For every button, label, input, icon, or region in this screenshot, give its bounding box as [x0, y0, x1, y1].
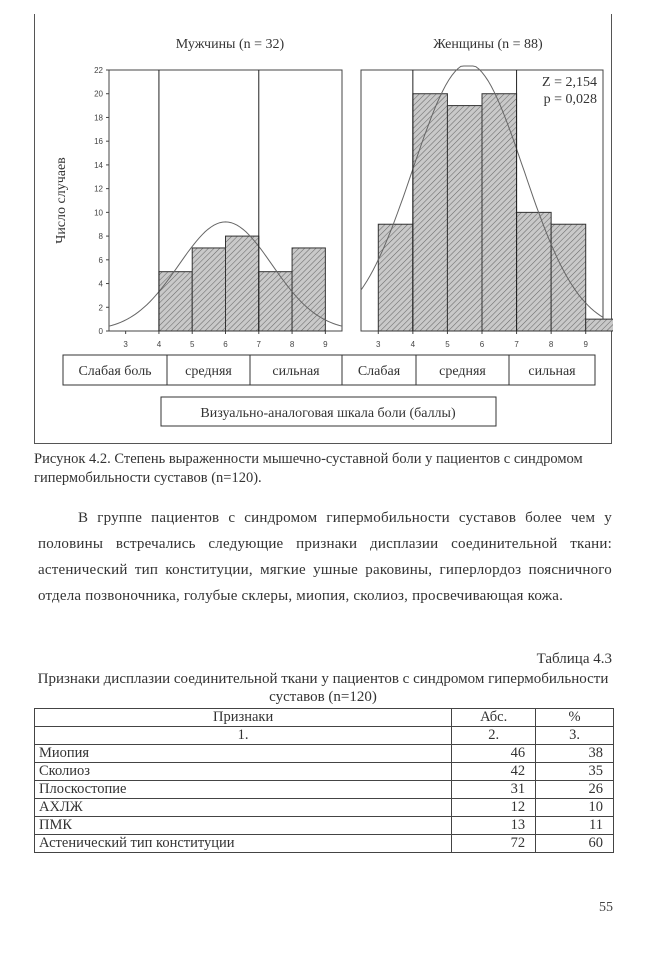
- page-number: 55: [599, 900, 613, 915]
- x-tick-label: 7: [514, 340, 519, 349]
- table-cell: 12: [452, 799, 536, 817]
- y-tick-label: 10: [94, 208, 103, 218]
- table-cell: 35: [536, 763, 614, 781]
- index-cell: 3.: [536, 727, 614, 745]
- table-cell: Миопия: [35, 745, 452, 763]
- x-tick-label: 6: [479, 340, 485, 349]
- table-cell: 46: [452, 745, 536, 763]
- table-cell: АХЛЖ: [35, 799, 452, 817]
- table-cell: 13: [452, 817, 536, 835]
- y-tick-label: 0: [98, 327, 103, 336]
- x-tick-label: 9: [323, 340, 328, 349]
- y-tick-label: 18: [94, 113, 103, 123]
- stat-annotation: Z = 2,154: [542, 75, 597, 90]
- scale-label: сильная: [272, 364, 320, 379]
- x-tick-label: 8: [289, 340, 295, 349]
- table-cell: 10: [536, 799, 614, 817]
- x-tick-label: 4: [156, 340, 162, 349]
- scale-label: Слабая: [357, 364, 401, 379]
- scale-label: средняя: [185, 364, 232, 379]
- header-cell: %: [536, 709, 614, 727]
- scale-label: средняя: [439, 364, 486, 379]
- table-row: [35, 745, 614, 763]
- histogram-bar: [413, 94, 448, 331]
- table-row: [35, 817, 614, 835]
- header-cell: Абс.: [452, 709, 536, 727]
- table-title: Признаки дисплазии соединительной ткани у пациентов с синдромом гипермобильности суставов (n=120): [37, 671, 609, 705]
- y-tick-label: 4: [98, 279, 103, 289]
- table-index-row: [35, 727, 614, 745]
- y-tick-label: 8: [98, 232, 103, 242]
- histogram-bar: [159, 272, 192, 331]
- table-cell: Астенический тип конституции: [35, 835, 452, 853]
- y-tick-label: 20: [94, 89, 103, 99]
- y-tick-label: 22: [94, 66, 103, 75]
- table-cell: 72: [452, 835, 536, 853]
- y-tick-label: 12: [94, 184, 103, 194]
- x-tick-label: 3: [123, 340, 128, 349]
- scale-title: Визуально-аналоговая шкала боли (баллы): [200, 406, 456, 421]
- y-tick-label: 16: [94, 137, 103, 147]
- histogram-bar: [259, 272, 292, 331]
- table-cell: Плоскостопие: [35, 781, 452, 799]
- figure-frame: [34, 14, 612, 444]
- x-tick-label: 4: [410, 340, 416, 349]
- x-tick-label: 6: [223, 340, 228, 349]
- table-cell: 42: [452, 763, 536, 781]
- table-row: [35, 799, 614, 817]
- y-tick-label: 6: [98, 255, 103, 265]
- histogram-bar: [378, 224, 413, 331]
- table-row: [35, 781, 614, 799]
- y-tick-label: 2: [98, 303, 103, 313]
- table-cell: 31: [452, 781, 536, 799]
- body-paragraph: В группе пациентов с синдромом гипермобильности суставов более чем у половины встречались следующие признаки дисплазии соединительной ткани: астенический тип конституции, мягкие ушные раковины, гиперлордоз поясничного отдела позвоночника, голубые склеры, миопия, сколиоз, просвечивающая кожа.: [38, 510, 612, 604]
- index-cell: 1.: [35, 727, 452, 745]
- table-cell: 38: [536, 745, 614, 763]
- x-tick-label: 9: [583, 340, 588, 349]
- histogram-bar: [447, 106, 482, 331]
- index-cell: 2.: [452, 727, 536, 745]
- x-tick-label: 3: [376, 340, 381, 349]
- stat-annotation: p = 0,028: [543, 92, 597, 107]
- table-row: [35, 835, 614, 853]
- y-tick-label: 14: [94, 160, 103, 170]
- figure-4-2: [35, 14, 613, 444]
- table-cell: 11: [536, 817, 614, 835]
- table-cell: ПМК: [35, 817, 452, 835]
- histogram-bar: [517, 212, 552, 331]
- x-tick-label: 7: [256, 340, 262, 349]
- histogram-bar: [192, 248, 225, 331]
- figure-caption: Рисунок 4.2. Степень выраженности мышечно-суставной боли у пациентов с синдромом гипермобильности суставов (n=120).: [34, 451, 583, 486]
- x-tick-label: 8: [548, 340, 554, 349]
- table-cell: 60: [536, 835, 614, 853]
- dysplasia-table: [34, 708, 614, 853]
- table-header-row: [35, 709, 614, 727]
- scale-label: сильная: [528, 364, 576, 379]
- scale-label: Слабая боль: [78, 364, 152, 379]
- header-cell: Признаки: [35, 709, 452, 727]
- histogram-bar: [226, 236, 259, 331]
- histogram-bar: [586, 319, 613, 331]
- table-number: Таблица 4.3: [536, 651, 612, 667]
- histogram-bar: [551, 224, 586, 331]
- x-tick-label: 5: [189, 340, 195, 349]
- x-tick-label: 5: [445, 340, 450, 349]
- histogram-bar: [482, 94, 517, 331]
- y-axis-label: Число случаев: [54, 157, 69, 244]
- histogram-bar: [292, 248, 325, 331]
- chart-title: Мужчины (n = 32): [175, 37, 285, 52]
- table-row: [35, 763, 614, 781]
- table-cell: 26: [536, 781, 614, 799]
- table-cell: Сколиоз: [35, 763, 452, 781]
- chart-title: Женщины (n = 88): [433, 37, 543, 52]
